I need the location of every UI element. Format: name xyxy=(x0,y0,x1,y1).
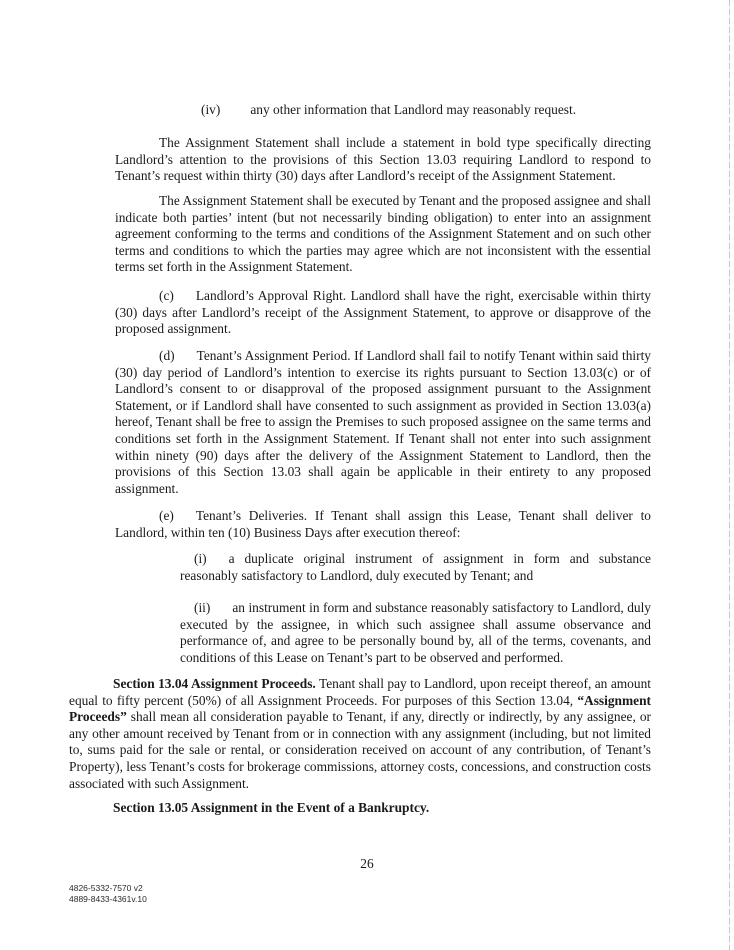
paragraph-e-text: Tenant’s Deliveries. If Tenant shall assign this Lease, Tenant shall deliver to Landlord, within ten (10) Business Days after execution thereof: xyxy=(115,508,651,540)
item-i xyxy=(180,551,651,584)
paragraph-e-marker: (e) xyxy=(159,508,174,523)
paragraph-c-approval-right xyxy=(115,288,651,338)
item-iv-text: any other information that Landlord may reasonably request. xyxy=(250,102,577,117)
paragraph-d-marker: (d) xyxy=(159,348,175,363)
item-ii xyxy=(180,600,651,666)
section-13-04 xyxy=(69,676,651,792)
paragraph-statement-execution: The Assignment Statement shall be executed by Tenant and the proposed assignee and shall indicate both parties’ intent (but not necessarily binding obligation) to enter into an assignment agreement conforming to the terms and conditions of the Assignment Statement and on such other terms and conditions to which the parties may agree which are not inconsistent with the essential terms set forth in the Assignment Statement. xyxy=(115,193,651,275)
document-id-2: 4889-8433-4361v.10 xyxy=(69,893,147,904)
paragraph-d-assignment-period xyxy=(115,348,651,497)
section-13-05-heading: Section 13.05 Assignment in the Event of a Bankruptcy. xyxy=(113,800,430,815)
item-iv-marker: (iv) xyxy=(201,102,221,117)
document-id-1: 4826-5332-7570 v2 xyxy=(69,883,143,893)
section-13-04-heading: Section 13.04 Assignment Proceeds. xyxy=(113,676,316,691)
section-13-04-text-1: Tenant shall pay to Landlord, upon receipt thereof, an amount equal to fifty percent (50%) of all Assignment Proceeds. For purposes of this Section 13.04, xyxy=(69,676,651,708)
defined-term-assignment-proceeds: “Assignment Proceeds” xyxy=(69,692,651,725)
paragraph-d-text: Tenant’s Assignment Period. If Landlord shall fail to notify Tenant within said thirty (30) day period of Landlord’s intention to exercise its rights pursuant to Section 13.03(c) or of Landlord’s consent to or disapproval of the proposed assignment pursuant to the Assignment Statement, or if Landlord shall have consented to such assignment as provided in Section 13.03(a) hereof, Tenant shall be free to assign the Premises to such proposed assignee on the same terms and conditions set forth in the Assignment Statement. If Tenant shall not enter into such assignment within ninety (90) days after the delivery of the Assignment Statement to Landlord, then the provisions of this Section 13.03 shall again be applicable in their entirety to any proposed assignment. xyxy=(115,348,651,496)
document-id-block xyxy=(69,883,147,904)
paragraph-c-marker: (c) xyxy=(159,288,174,303)
item-i-text: a duplicate original instrument of assignment in form and substance reasonably satisfactory to Landlord, duly executed by Tenant; and xyxy=(180,551,651,583)
item-iv xyxy=(201,102,651,119)
scan-page-edge xyxy=(729,0,730,950)
paragraph-c-text: Landlord’s Approval Right. Landlord shall have the right, exercisable within thirty (30) days after Landlord’s receipt of the Assignment Statement, to approve or disapprove of the proposed assignment. xyxy=(115,288,651,337)
item-ii-marker: (ii) xyxy=(194,600,211,615)
paragraph-statement-bold-type: The Assignment Statement shall include a statement in bold type specifically directing Landlord’s attention to the provisions of this Section 13.03 requiring Landlord to respond to Tenant’s request within thirty (30) days after Landlord’s receipt of the Assignment Statement. xyxy=(115,135,651,184)
page-number: 26 xyxy=(360,856,374,871)
item-i-marker: (i) xyxy=(194,551,207,566)
paragraph-e-deliveries xyxy=(115,508,651,541)
item-ii-text: an instrument in form and substance reasonably satisfactory to Landlord, duly executed by the assignee, in which such assignee shall assume observance and performance of, and agree to be personally bound by, all of the terms, covenants, and conditions of this Lease on Tenant’s part to be observed and performed. xyxy=(180,600,651,665)
section-13-04-text-2: shall mean all consideration payable to Tenant, if any, directly or indirectly, by any assignee, or any other amount received by Tenant from or in connection with any assignment (including, but not limited to, sums paid for the sale or rental, or consideration received on account of any contribution, of Tenant’s Property), less Tenant’s costs for brokerage commissions, attorney costs, concessions, and construction costs associated with such Assignment. xyxy=(69,709,651,791)
